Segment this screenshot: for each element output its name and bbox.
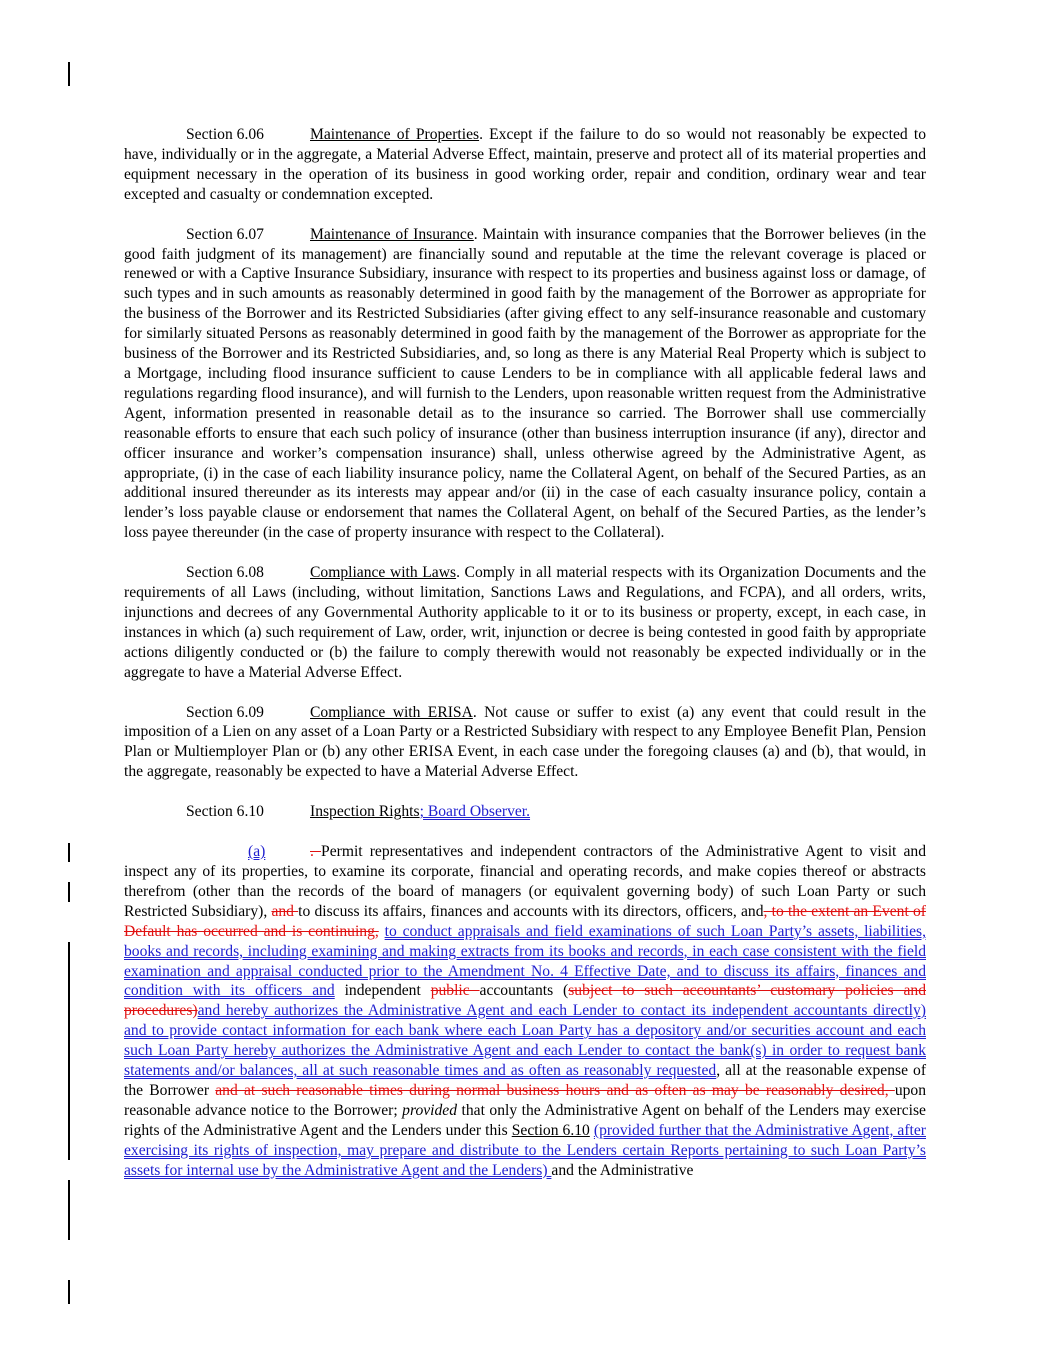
section-6-07 — [124, 225, 926, 544]
section-title: Maintenance of Insurance — [310, 225, 474, 243]
change-bar — [68, 882, 70, 902]
body-text: , all at the reasonable expense of the Borrower — [124, 1062, 927, 1099]
emphasis-text: provided — [402, 1101, 458, 1119]
deleted-text: , to the extent an Event of Default has occurred and is continuing, — [124, 902, 927, 940]
inserted-text: (provided further that the Administrative Agent, after exercising its rights of inspection, may prepare and distribute to the Lenders certain Reports pertaining to such Loan Party’s assets for internal use by the Administrative Agent and the Lenders) — [124, 1121, 926, 1179]
section-number: Section 6.06 — [186, 126, 264, 143]
section-title: Compliance with Laws — [310, 564, 457, 582]
deleted-text: public — [430, 982, 480, 1000]
section-body: . Maintain with insurance companies that the Borrower believes (in the good faith judgment of its management) are financially sound and reputable at the time the relevant coverage is placed or renewed or with a Captive Insurance Subsidiary, insurance with respect to its properties and business against loss or damage, of such types and in such amounts as reasonably determined in good faith by the management of the Borrower as appropriate for the business of the Borrower and its Restricted Subsidiaries (after giving effect to any self-insurance reasonable and customary for similarly situated Persons as reasonably determined in good faith by the management of the Borrower as appropriate for the business of the Borrower and its Restricted Subsidiaries, and, so long as there is any Material Real Property which is subject to a Mortgage, including flood insurance sufficient to cause Lenders to be in compliance with all applicable federal laws and regulations regarding flood insurance), and will furnish to the Lenders, upon reasonable written request from the Administrative Agent, information presented in reasonable detail as to the insurance so carried. The Borrower shall use commercially reasonable efforts to ensure that each such policy of insurance (other than business interruption insurance (if any), director and officer insurance and worker’s compensation insurance) shall, unless otherwise agreed by the Administrative Agent, as appropriate, (i) in the case of each liability insurance policy, name the Collateral Agent, on behalf of the Secured Parties, as an additional insured thereunder as its interests may appear and/or (ii) in the case of each casualty insurance policy, contain a lender’s loss payable clause or endorsement that names the Collateral Agent, on behalf of the Secured Parties, as the lender’s loss payee thereunder (in the case of property insurance with respect to the Collateral). — [124, 225, 926, 542]
section-body: . Not cause or suffer to exist (a) any event that could result in the imposition of a Lien on any asset of a Loan Party or a Restricted Subsidiary with respect to any Employee Benefit Plan, Pension Plan or Multiemployer Plan or (b) any other ERISA Event, in each case under the foregoing clauses (a) and (b), that would, in the aggregate, reasonably be expected to have a Material Adverse Effect. — [124, 703, 926, 781]
inserted-text: to conduct appraisals and field examinations of such Loan Party’s assets, liabilities, books and records, including examining and making extracts from its books and records, in each case consistent with the field examination and appraisal conducted prior to the Amendment No. 4 Effective Date, and to discuss its affairs, finances and condition with its officers and — [124, 922, 926, 1000]
deleted-text: and — [271, 902, 299, 920]
section-number: Section 6.08 — [186, 564, 264, 582]
body-text: upon reasonable advance notice to the Borrower; — [124, 1081, 926, 1119]
section-6-10-paragraph-a — [124, 842, 926, 1180]
section-body: . Comply in all material respects with its Organization Documents and the requirements of all Laws (including, without limitation, Sanctions Laws and Regulations, and FCPA), and all orders, writs, injunctions and decrees of any Governmental Authority applicable to it or to its business or property, except, in each case, in instances in which (a) such requirement of Law, order, writ, injunction or decree is being contested in good faith by appropriate actions diligently conducted or (b) the failure to comply therewith would not reasonably be expected individually or in the aggregate to have a Material Adverse Effect. — [124, 564, 926, 681]
change-bar — [68, 942, 70, 1160]
deleted-text: and at such reasonable times during normal business hours and as often as may be reasonably desired, — [215, 1081, 895, 1099]
deleted-text: . — [310, 843, 322, 861]
body-text: accountants ( — [479, 982, 569, 1000]
deleted-text: subject to such accountants’ customary policies and procedures) — [124, 982, 926, 1020]
section-number: Section 6.09 — [186, 703, 264, 721]
inserted-text: and hereby authorizes the Administrative Agent and each Lender to contact its independent accountants directly) and to provide contact information for each bank where each Loan Party has a depository and/or securities account and each such Loan Party hereby authorizes the Administrative Agent and each Lender to contact the bank(s) in order to request bank statements and/or balances, all at such reasonable times and as often as reasonably requested — [124, 1002, 926, 1080]
section-6-10-heading — [124, 802, 926, 822]
section-title: Compliance with ERISA — [310, 703, 473, 721]
section-title: Maintenance of Properties — [310, 126, 480, 143]
clause-label: (a) — [248, 843, 266, 861]
change-bar — [68, 1280, 70, 1304]
body-text: independent — [334, 982, 431, 1000]
change-bar — [68, 62, 70, 86]
section-body: . Except if the failure to do so would not reasonably be expected to have, individually or in the aggregate, a Material Adverse Effect, maintain, preserve and protect all of its material properties and equipment necessary in the operation of its business in good working order, repair and condition, ordinary wear and tear excepted and casualty or condemnation excepted. — [124, 126, 926, 203]
body-text: to discuss its affairs, finances and accounts with its directors, officers, and — [298, 902, 764, 920]
section-title: Inspection Rights — [310, 803, 420, 821]
section-reference: Section 6.10 — [511, 1121, 590, 1139]
change-bar — [68, 843, 70, 862]
section-6-08 — [124, 563, 926, 682]
section-6-06 — [124, 125, 926, 205]
section-number: Section 6.10 — [186, 803, 264, 821]
section-6-09 — [124, 703, 926, 783]
change-bar — [68, 1180, 70, 1240]
inserted-text: ; Board Observer. — [419, 803, 531, 821]
body-text: Permit representatives and independent contractors of the Administrative Agent to visit and inspect any of its properties, to examine its corporate, financial and operating records, and make copies thereof or abstracts therefrom (other than the records of the board of managers (or equivalent governing body) of such Loan Party or such Restricted Subsidiary), — [124, 843, 926, 920]
body-text: and the Administrative — [551, 1161, 694, 1179]
body-text: that only the Administrative Agent on behalf of the Lenders may exercise rights of the Administrative Agent and the Lenders under this — [124, 1101, 926, 1139]
document-page — [124, 125, 926, 1181]
section-number: Section 6.07 — [186, 225, 264, 243]
